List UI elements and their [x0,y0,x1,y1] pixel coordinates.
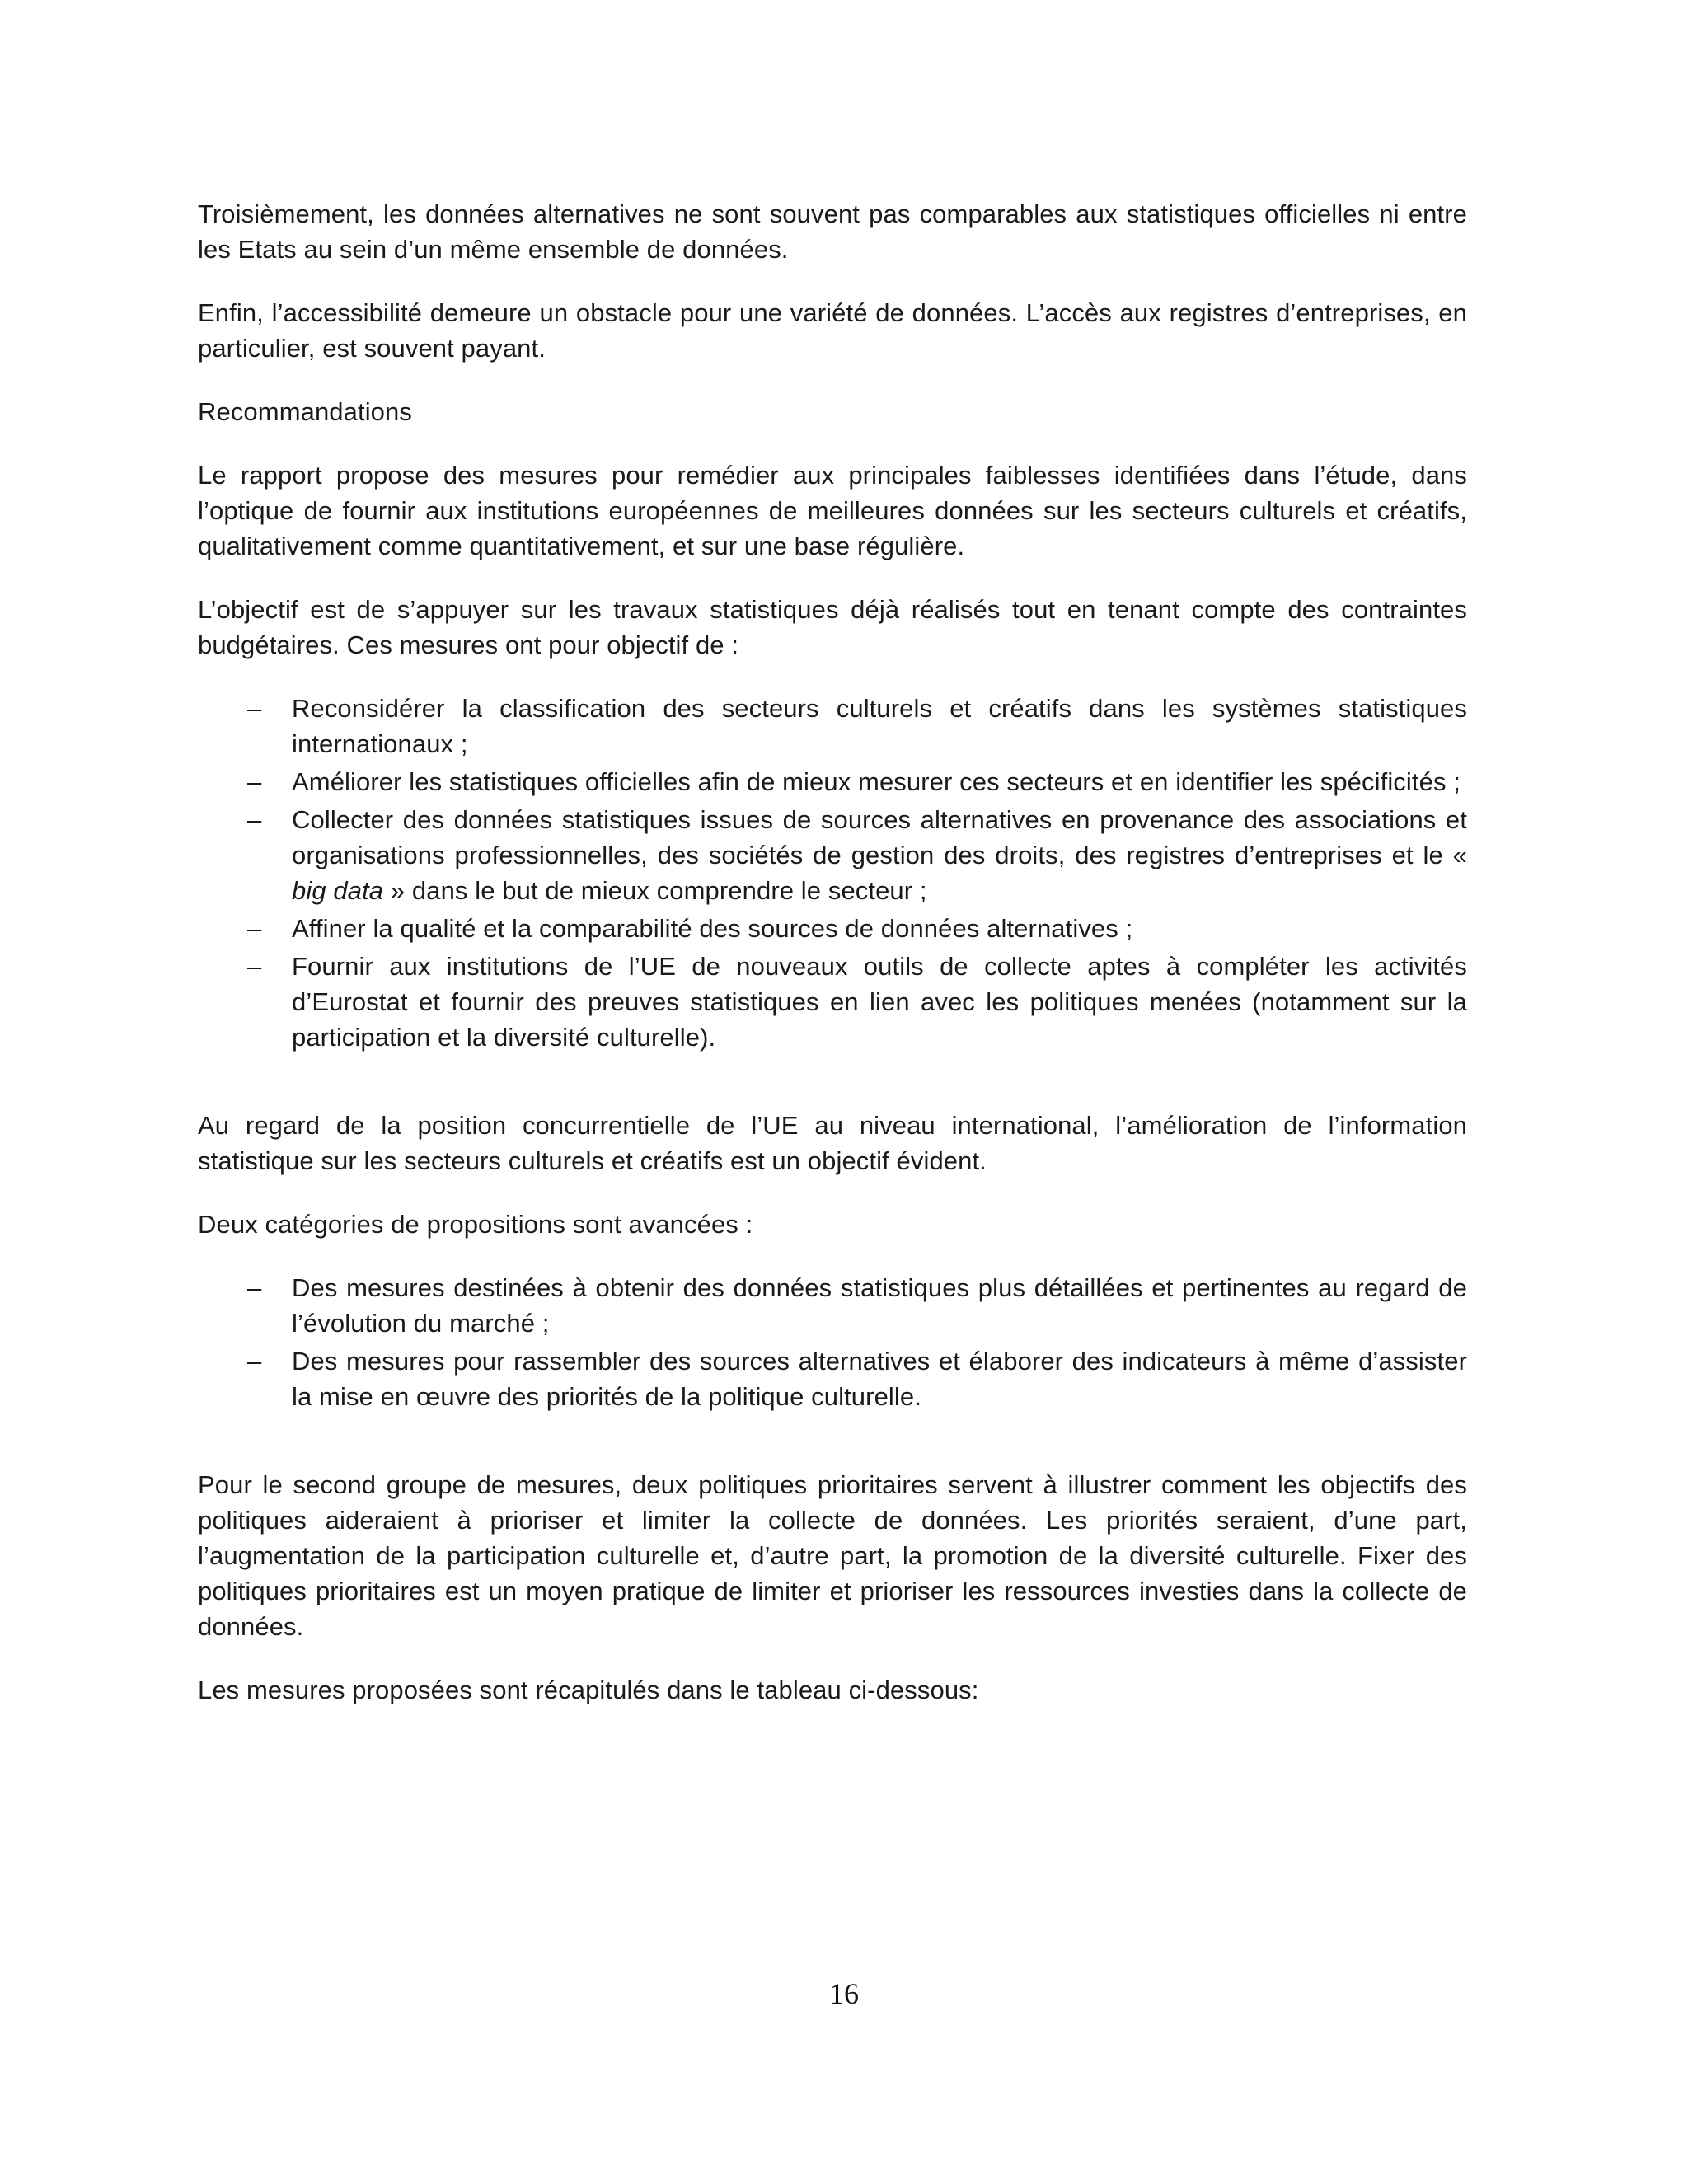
paragraph-table-intro: Les mesures proposées sont récapitulés dans le tableau ci-dessous: [198,1675,979,1704]
dash-bullet: – [247,767,262,796]
dash-bullet: – [247,914,262,943]
list-item-text: Des mesures pour rassembler des sources alternatives et élaborer des indicateurs à même d’assister la mise en œuvre des priorités de la politique culturelle. [292,1347,1467,1411]
objectives-list [198,691,1467,1055]
list-item [198,764,1467,799]
paragraph-comparability: Troisièmement, les données alternatives ne sont souvent pas comparables aux statistiques officielles ni entre les Etats au sein d’un même ensemble de données. [198,199,1467,264]
list-item-text: Reconsidérer la classification des secteurs culturels et créatifs dans les systèmes statistiques internationaux ; [292,694,1467,758]
list-item-text: Affiner la qualité et la comparabilité des sources de données alternatives ; [292,914,1133,943]
dash-bullet: – [247,1273,262,1302]
list-item-text: Fournir aux institutions de l’UE de nouveaux outils de collecte aptes à compléter les activités d’Eurostat et fournir des preuves statistiques en lien avec les politiques menées (notamment sur la participation et la diversité culturelle). [292,952,1467,1052]
paragraph-two-categories: Deux catégories de propositions sont avancées : [198,1210,753,1239]
list-item [198,691,1467,762]
spacer [198,1083,1467,1108]
dash-bullet: – [247,694,262,723]
paragraph-objective: L’objectif est de s’appuyer sur les travaux statistiques déjà réalisés tout en tenant compte des contraintes budgétaires. Ces mesures ont pour objectif de : [198,595,1467,659]
list-item [198,1343,1467,1414]
page-number: 16 [829,1977,859,2010]
dash-bullet: – [247,1347,262,1376]
paragraph-accessibility: Enfin, l’accessibilité demeure un obstacle pour une variété de données. L’accès aux registres d’entreprises, en particulier, est souvent payant. [198,298,1467,363]
list-item [198,802,1467,908]
dash-bullet: – [247,952,262,981]
section-heading: Recommandations [198,397,412,426]
dash-bullet: – [247,805,262,834]
list-item-text-part: Collecter des données statistiques issues de sources alternatives en provenance des associations et organisations professionnelles, des sociétés de gestion des droits, des registres d’entreprises et le « [292,805,1467,869]
paragraph-report-proposals: Le rapport propose des mesures pour remédier aux principales faiblesses identifiées dans l’étude, dans l’optique de fournir aux institutions européennes de meilleures données sur les secteurs culturels et créatifs, qualitativement comme quantitativement, et sur une base régulière. [198,461,1467,560]
spacer [198,1442,1467,1467]
list-item-text: Des mesures destinées à obtenir des données statistiques plus détaillées et pertinentes au regard de l’évolution du marché ; [292,1273,1467,1338]
paragraph-competitive-position: Au regard de la position concurrentielle de l’UE au niveau international, l’amélioration de l’information statistique sur les secteurs culturels et créatifs est un objectif évident. [198,1111,1467,1175]
list-item [198,1270,1467,1341]
categories-list [198,1270,1467,1414]
list-item-text: Améliorer les statistiques officielles afin de mieux mesurer ces secteurs et en identifier les spécificités ; [292,767,1461,796]
list-item-text-part: » dans le but de mieux comprendre le secteur ; [383,876,927,905]
paragraph-second-group: Pour le second groupe de mesures, deux politiques prioritaires servent à illustrer comment les objectifs des politiques aideraient à prioriser et limiter la collecte de données. Les priorités seraient, d’une part, l’augmentation de la participation culturelle et, d’autre part, la promotion de la diversité culturelle. Fixer des politiques prioritaires est un moyen pratique de limiter et prioriser les ressources investies dans la collecte de données. [198,1470,1467,1641]
document-body [198,196,1467,1736]
list-item-italic-term: big data [292,876,384,905]
list-item [198,911,1467,946]
list-item [198,949,1467,1055]
